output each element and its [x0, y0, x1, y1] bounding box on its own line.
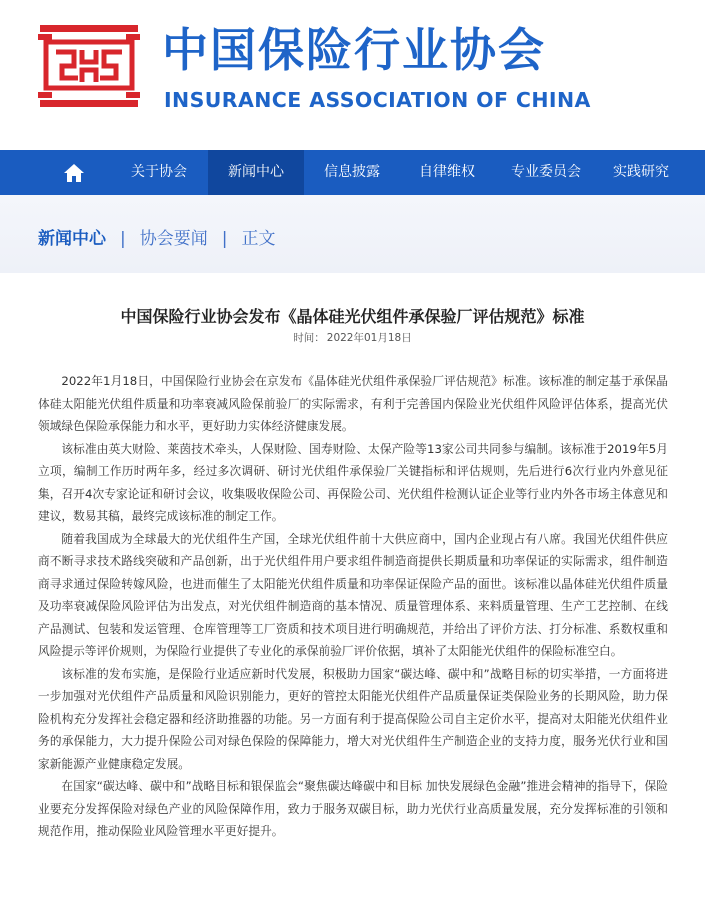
breadcrumb	[38, 224, 275, 249]
nav-item-about[interactable]: 关于协会	[131, 164, 187, 180]
breadcrumb-news-center[interactable]: 新闻中心	[38, 229, 106, 249]
nav-item-committees[interactable]: 专业委员会	[511, 164, 581, 180]
article-title: 中国保险行业协会发布《晶体硅光伏组件承保验厂评估规范》标准	[120, 307, 585, 326]
article-body	[38, 370, 668, 843]
nav-item-news[interactable]: 新闻中心	[208, 150, 304, 195]
association-logo[interactable]	[38, 22, 140, 110]
nav-item-research[interactable]: 实践研究	[613, 164, 669, 180]
article-paragraph: 2022年1月18日，中国保险行业协会在京发布《晶体硅光伏组件承保验厂评估规范》标准。该标准的制定基于承保晶体硅太阳能光伏组件质量和功率衰减风险保前验厂的实际需求，有利于完善国内保险业光伏组件风险评估体系，提高光伏领域绿色保险承保能力和水平，更好助力实体经济健康发展。	[38, 374, 668, 433]
logo-emblem-icon	[38, 22, 140, 110]
article-time	[0, 330, 705, 345]
breadcrumb-separator: |	[120, 229, 126, 249]
site-title-en: INSURANCE ASSOCIATION OF CHINA	[164, 88, 591, 112]
breadcrumb-separator: |	[221, 229, 228, 249]
breadcrumb-association-news[interactable]: 协会要闻	[139, 229, 208, 249]
nav-home-link[interactable]	[60, 150, 88, 195]
breadcrumb-current: 正文	[241, 229, 276, 249]
nav-item-self-regulation[interactable]: 自律维权	[419, 164, 475, 180]
article-paragraph: 该标准由英大财险、莱茵技术牵头，人保财险、国寿财险、太保产险等13家公司共同参与编制。该标准于2019年5月立项，编制工作历时两年多，经过多次调研、研讨光伏组件承保验厂关键指标和评估规则，先后进行6次行业内外意见征集，召开4次专家论证和研讨会议，收集吸收保险公司、再保险公司、光伏组件检测认证企业等行业内外各市场主体意见和建议，数易其稿，最终完成该标准的制定工作。	[38, 441, 668, 523]
article-time-label: 时间：	[293, 332, 325, 344]
home-icon	[60, 150, 88, 195]
article-paragraph: 随着我国成为全球最大的光伏组件生产国，全球光伏组件前十大供应商中，国内企业现占有八席。我国光伏组件供应商不断寻求技术路线突破和产品创新，出于光伏组件用户要求组件制造商提供长期质量和功率保证的实际需求，组件制造商寻求通过保险转嫁风险，也进而催生了太阳能光伏组件质量和功率保证保险产品的面世。该标准以晶体硅光伏组件质量及功率衰减保险风险评估为出发点，对光伏组件制造商的基本情况、质量管理体系、来料质量管理、生产工艺控制、在线产品测试、包装和发运管理、仓库管理等工厂资质和技术项目进行明确规范，并给出了评价方法、打分标准、系数权重和风险提示等评价规则，为保险行业提供了专业化的承保前验厂评价依据，填补了太阳能光伏组件的保险标准空白。	[38, 531, 668, 658]
article-paragraph: 该标准的发布实施，是保险行业适应新时代发展，积极助力国家“碳达峰、碳中和”战略目标的切实举措，一方面将进一步加强对光伏组件产品质量和风险识别能力，更好的管控太阳能光伏组件产品质量保证类保险业务的长期风险，助力保险机构充分发挥社会稳定器和经济助推器的功能。另一方面有利于提高保险公司自主定价水平，提高对太阳能光伏组件业务的承保能力，大力提升保险公司对绿色保险的保障能力，增大对光伏组件生产制造企业的支持力度，服务光伏行业和国家新能源产业健康稳定发展。	[38, 666, 668, 771]
article-paragraph: 在国家“碳达峰、碳中和”战略目标和银保监会“聚焦碳达峰碳中和目标 加快发展绿色金融”推进会精神的指导下，保险业要充分发挥保险对绿色产业的风险保障作用，致力于服务双碳目标，助力光伏行业高质量发展，充分发挥标准的引领和规范作用，推动保险业风险管理水平更好提升。	[38, 779, 668, 838]
nav-item-disclosure[interactable]: 信息披露	[324, 164, 380, 180]
article-time-value: 2022年01月18日	[326, 332, 412, 344]
site-title-cn: 中国保险行业协会	[162, 23, 546, 77]
site-header	[0, 0, 705, 150]
main-nav	[0, 150, 705, 195]
